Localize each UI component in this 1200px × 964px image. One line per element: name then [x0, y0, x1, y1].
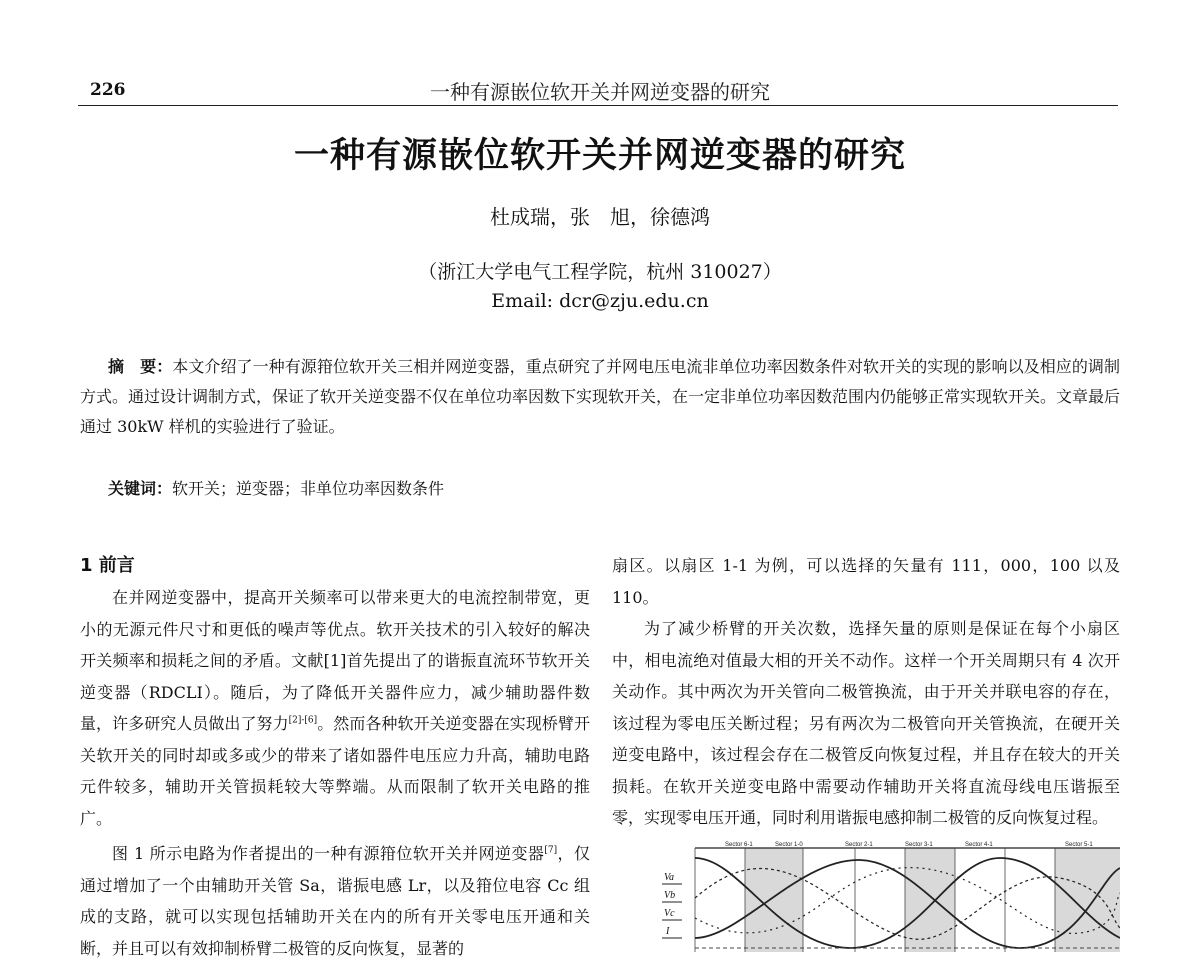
abstract-label: 摘 要： [108, 357, 173, 376]
left-column [80, 550, 590, 964]
sector-label: Sector 5-1 [1065, 842, 1093, 848]
sector-waveform-figure [660, 838, 1120, 952]
axis-labels [662, 872, 682, 938]
sector-label: Sector 3-1 [905, 842, 933, 848]
paper-title: 一种有源嵌位软开关并网逆变器的研究 [293, 136, 906, 176]
keywords-label: 关键词： [108, 479, 173, 498]
keywords-text: 软开关；逆变器；非单位功率因数条件 [172, 479, 445, 498]
sector-label: Sector 6-1 [725, 842, 753, 848]
p2-text-b: ，仅通过增加了一个由辅助开关管 Sa，谐振电感 Lr，以及箝位电容 Cc 组成的支路，就可以实现包括辅助开关在内的所有开关零电压开通和关断，并且可以有效抑制桥臂二极管的反向恢复，显著的 [80, 844, 590, 958]
page-number: 226 [90, 80, 126, 100]
running-header-title: 一种有源嵌位软开关并网逆变器的研究 [430, 80, 770, 104]
header-rule [78, 105, 1118, 106]
affiliation: （浙江大学电气工程学院，杭州 310027） [418, 261, 782, 283]
right-column [612, 550, 1120, 834]
p2-text-a: 图 1 所示电路为作者提出的一种有源箝位软开关并网逆变器 [112, 844, 545, 863]
email: Email: dcr@zju.edu.cn [491, 290, 709, 312]
section1-paragraph-1 [80, 582, 590, 834]
authors: 杜成瑞，张 旭，徐德鸿 [490, 205, 710, 229]
section1-paragraph-2 [80, 838, 590, 964]
axis-label-i: I [666, 926, 670, 937]
sector-labels [725, 842, 1093, 848]
sector-band-shaded [745, 848, 803, 952]
sector-label: Sector 4-1 [965, 842, 993, 848]
sector-label: Sector 1-0 [775, 842, 803, 848]
right-paragraph-2: 为了减少桥臂的开关次数，选择矢量的原则是保证在每个小扇区中，相电流绝对值最大相的开关不动作。这样一个开关周期只有 4 次开关动作。其中两次为开关管向二极管换流，由于开关并联电容的存在，该过程为零电压关断过程；另有两次为二极管向开关管换流，在硬开关逆变电路中，该过程会存在二极管反向恢复过程，并且存在较大的开关损耗。在软开关逆变电路中需要动作辅助开关将直流母线电压谐振至零，实现零电压开通，同时利用谐振电感抑制二极管的反向恢复过程。 [612, 619, 1120, 827]
abstract [80, 352, 1120, 442]
abstract-text: 本文介绍了一种有源箝位软开关三相并网逆变器，重点研究了并网电压电流非单位功率因数条件对软开关的实现的影响以及相应的调制方式。通过设计调制方式，保证了软开关逆变器不仅在单位功率因数下实现软开关，在一定非单位功率因数范围内仍能够正常实现软开关。文章最后通过 30kW 样机的实验进行了验证。 [80, 357, 1121, 436]
axis-label-vb: Vb [664, 890, 676, 901]
sector-shading [745, 848, 1120, 952]
sector-label: Sector 2-1 [845, 842, 873, 848]
p1-text-b: 。然而各种软开关逆变器在实现桥臂开关软开关的同时却或多或少的带来了诸如器件电压应力升高，辅助电路元件较多，辅助开关管损耗较大等弊端。从而限制了软开关电路的推广。 [80, 714, 590, 828]
sector-band-shaded [905, 848, 955, 952]
keywords [108, 476, 444, 499]
axis-label-vc: Vc [664, 908, 675, 919]
section-heading: 1 前言 [80, 555, 135, 576]
sector-band-shaded [1055, 848, 1120, 952]
right-paragraph-1: 扇区。以扇区 1-1 为例，可以选择的矢量有 111，000，100 以及 110。 [612, 556, 1120, 607]
citation-ref: [7] [544, 845, 558, 856]
p1-text-a: 在并网逆变器中，提高开关频率可以带来更大的电流控制带宽，更小的无源元件尺寸和更低的噪声等优点。软开关技术的引入较好的解决开关频率和损耗之间的矛盾。文献[1]首先提出了的谐振直流环节软开关逆变器（RDCLI）。随后，为了降低开关器件应力，减少辅助器件数量，许多研究人员做出了努力 [80, 588, 590, 733]
citation-ref: [2]-[6] [288, 715, 318, 726]
axis-label-va: Va [664, 872, 674, 883]
